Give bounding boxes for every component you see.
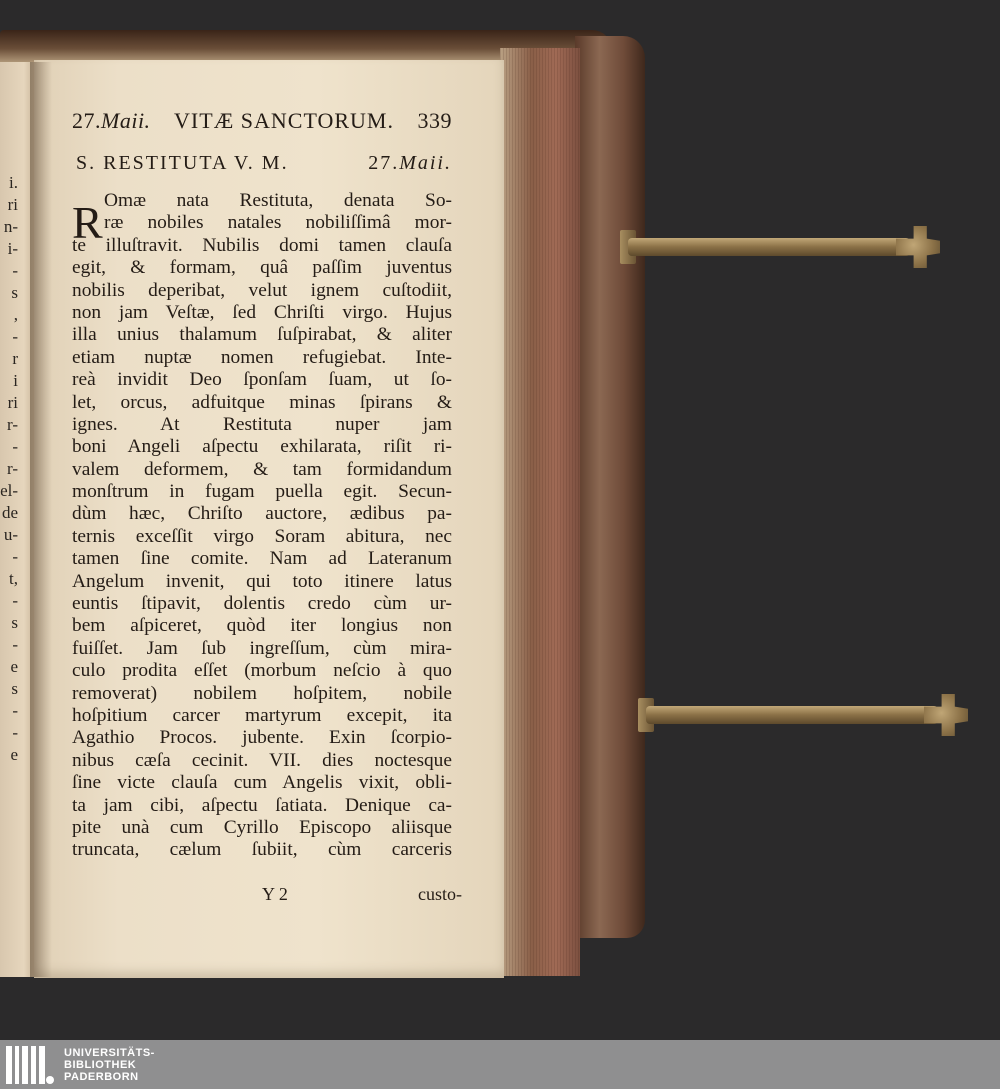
left-page-fragment: ri [7,195,18,214]
left-page-fragment: - [12,591,18,610]
left-page-fragment: s [11,679,18,698]
left-page-fragment: - [12,327,18,346]
left-page-fragment: - [12,547,18,566]
left-page-fragment: i. [9,173,18,192]
text-line: tamen ſine comite. Nam ad Lateranum [72,548,452,570]
body-text [72,190,452,862]
left-page-fragment: de [1,503,18,522]
clasp-bar [628,238,910,256]
clasp-top [628,226,940,266]
signature-mark: Y 2 [262,884,288,904]
text-line: ignes. At Restituta nuper jam [72,413,452,435]
clasp-bottom [646,694,968,734]
page-footer [262,884,462,905]
text-line: let, orcus, adfuitque minas ſpirans & [72,391,452,413]
left-page-fragment: el- [0,481,18,500]
text-line: pite unà cum Cyrillo Episcopo aliisque [72,816,452,838]
catchword: custo- [418,884,462,904]
gutter-shadow [30,62,52,977]
text-line: bem aſpiceret, quòd iter longius non [72,615,452,637]
left-page-fragment: , [13,305,18,324]
page-fore-edge [500,48,580,976]
left-page-fragment: ri [7,393,18,412]
clasp-end [896,226,940,268]
text-line: ternis exceſſit virgo Soram abitura, nec [72,525,452,547]
text-line: boni Angeli aſpectu exhilarata, riſit ri- [72,436,452,458]
left-page-fragment: i- [7,239,18,258]
left-page-fragment: t, [9,569,18,588]
text-line: dùm hæc, Chriſto auctore, ædibus pa- [72,503,452,525]
text-line: Angelum invenit, qui toto itinere latus [72,570,452,592]
left-page-fragment: - [12,635,18,654]
heading-title: S. RESTITUTA V. M. [76,152,289,174]
running-head-date: 27.Maii. [72,108,151,133]
left-page-fragment: s [11,283,18,302]
left-page-fragment: u- [3,525,18,544]
text-line: te illuſtravit. Nubilis domi tamen clauſa [72,234,452,256]
text-line: removerat) nobilem hoſpitem, nobile [72,682,452,704]
library-banner [0,1040,1000,1089]
left-page-fragment: e [10,657,18,676]
text-line: ta jam cibi, aſpectu ſatiata. Denique ca- [72,794,452,816]
left-page-fragment: - [12,723,18,742]
left-page-fragment: e [10,745,18,764]
left-page-fragment: s [11,613,18,632]
text-line: culo prodita eſſet (morbum neſcio à quo [72,660,452,682]
heading-date: 27.Maii. [368,152,452,174]
left-page-text-fragments [0,172,18,972]
left-page-fragment: i [13,371,18,390]
text-line: euntis ſtipavit, dolentis credo cùm ur- [72,593,452,615]
text-line: hoſpitium carcer martyrum excepit, ita [72,704,452,726]
library-name: UNIVERSITÄTS- BIBLIOTHEK PADERBORN [64,1046,155,1083]
text-line: reà invidit Deo ſponſam ſuam, ut ſo- [72,369,452,391]
chapter-heading [72,152,452,182]
left-page-fragment: - [12,701,18,720]
left-page-fragment: n- [3,217,18,236]
text-line: illa unius thalamum ſuſpirabat, & aliter [72,324,452,346]
text-line: nibus cæſa cecinit. VII. dies noctesque [72,749,452,771]
page-number: 339 [417,108,452,133]
text-line: egit, & formam, quâ paſſim juventus [72,257,452,279]
text-line: Omæ nata Restituta, denata So- [104,190,452,211]
text-line: etiam nuptæ nomen refugiebat. Inte- [72,346,452,368]
text-line: valem deformem, & tam formidandum [72,458,452,480]
text-line: fuiſſet. Jam ſub ingreſſum, cùm mira- [72,637,452,659]
page-text [72,108,452,862]
left-page-fragment: - [12,261,18,280]
text-line: ræ nobiles natales nobiliſſimâ mor- [104,212,452,234]
library-logo-icon [6,1046,54,1084]
text-line: nobilis deperibat, velut ignem cuſtodiit, [72,279,452,301]
text-line: monſtrum in fugam puella egit. Secun- [72,481,452,503]
running-head-title: VITÆ SANCTORUM. [174,108,394,133]
drop-cap: R [72,197,103,248]
clasp-end [924,694,968,736]
left-page-fragment: r- [7,459,18,478]
left-page-fragment: - [12,437,18,456]
book-cover-spine-edge [575,36,645,938]
text-line: ſine victe clauſa cum Angelis vixit, obli- [72,772,452,794]
left-page-fragment: r- [7,415,18,434]
running-head [72,108,452,144]
text-line: Agathio Procos. jubente. Exin ſcorpio- [72,727,452,749]
text-line: non jam Veſtæ, ſed Chriſti virgo. Hujus [72,301,452,323]
clasp-bar [646,706,938,724]
left-page-fragment: r [12,349,18,368]
text-line: truncata, cælum ſubiit, cùm carceris [72,839,452,861]
